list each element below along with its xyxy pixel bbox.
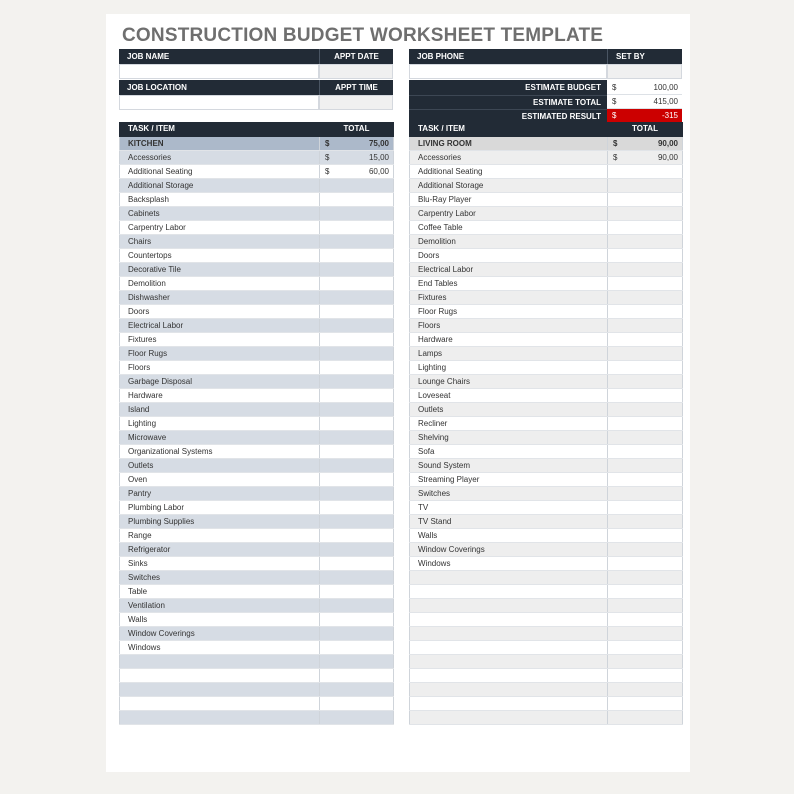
table-row: [120, 262, 394, 276]
task-item-cell[interactable]: Hardware: [410, 332, 608, 346]
job-name-input[interactable]: [119, 64, 319, 79]
total-cell[interactable]: [320, 374, 394, 388]
category-total[interactable]: [608, 136, 683, 150]
table-row: [410, 556, 683, 570]
task-item-cell[interactable]: Window Coverings: [410, 542, 608, 556]
total-cell[interactable]: [608, 710, 683, 724]
table-row: [120, 500, 394, 514]
table-row: [410, 234, 683, 248]
table-row: [120, 248, 394, 262]
task-item-cell[interactable]: [410, 710, 608, 724]
set-by-label: SET BY: [607, 49, 682, 64]
table-row: [120, 710, 394, 724]
category-total[interactable]: [320, 136, 394, 150]
table-row: [120, 388, 394, 402]
table-row: [120, 290, 394, 304]
total-cell[interactable]: [320, 696, 394, 710]
total-cell[interactable]: [608, 668, 683, 682]
table-row: [120, 374, 394, 388]
total-cell[interactable]: [608, 150, 683, 164]
task-item-cell[interactable]: Coffee Table: [410, 220, 608, 234]
task-item-cell[interactable]: Streaming Player: [410, 472, 608, 486]
task-item-cell[interactable]: [410, 598, 608, 612]
total-cell[interactable]: [608, 640, 683, 654]
table-row: [410, 346, 683, 360]
table-row: [120, 472, 394, 486]
estimated-result-label: ESTIMATED RESULT: [409, 109, 607, 123]
total-amount: 90,00: [657, 152, 678, 162]
table-row: [120, 458, 394, 472]
total-cell[interactable]: [320, 164, 394, 178]
task-item-cell[interactable]: Organizational Systems: [120, 444, 320, 458]
table-row: [120, 192, 394, 206]
total-cell[interactable]: [608, 164, 683, 178]
category-row: [410, 136, 683, 150]
table-row: [120, 486, 394, 500]
currency-symbol: $: [325, 152, 330, 162]
total-cell[interactable]: [320, 556, 394, 570]
task-item-cell[interactable]: [410, 584, 608, 598]
total-cell[interactable]: [608, 262, 683, 276]
table-row: [410, 206, 683, 220]
table-row: [120, 528, 394, 542]
task-item-cell[interactable]: [410, 626, 608, 640]
task-item-cell[interactable]: Floors: [120, 360, 320, 374]
task-item-cell[interactable]: Fixtures: [410, 290, 608, 304]
total-header: TOTAL: [320, 122, 394, 136]
total-cell[interactable]: [608, 416, 683, 430]
total-cell[interactable]: [608, 318, 683, 332]
total-cell[interactable]: [608, 430, 683, 444]
task-item-cell[interactable]: [410, 612, 608, 626]
table-row: [120, 276, 394, 290]
job-location-input[interactable]: [119, 95, 319, 110]
total-cell[interactable]: [608, 248, 683, 262]
table-row: [120, 514, 394, 528]
task-item-cell[interactable]: Fixtures: [120, 332, 320, 346]
table-row: [120, 206, 394, 220]
total-cell[interactable]: [320, 276, 394, 290]
task-item-cell[interactable]: Range: [120, 528, 320, 542]
table-row: [410, 220, 683, 234]
table-row: [120, 332, 394, 346]
total-cell[interactable]: [608, 374, 683, 388]
total-cell[interactable]: [608, 192, 683, 206]
task-item-header: TASK / ITEM: [410, 122, 608, 136]
table-row: [120, 626, 394, 640]
total-cell[interactable]: [320, 612, 394, 626]
job-location-label: JOB LOCATION: [119, 80, 319, 95]
task-item-cell[interactable]: [410, 696, 608, 710]
total-header: TOTAL: [608, 122, 683, 136]
total-cell[interactable]: [320, 626, 394, 640]
task-item-cell[interactable]: Lamps: [410, 346, 608, 360]
total-cell[interactable]: [608, 276, 683, 290]
table-row: [410, 332, 683, 346]
task-item-cell[interactable]: Plumbing Labor: [120, 500, 320, 514]
table-row: [120, 416, 394, 430]
total-cell[interactable]: [320, 416, 394, 430]
task-item-cell[interactable]: Outlets: [410, 402, 608, 416]
task-item-cell[interactable]: [120, 682, 320, 696]
table-row: [410, 318, 683, 332]
job-name-label: JOB NAME: [119, 49, 319, 64]
total-cell[interactable]: [608, 598, 683, 612]
total-cell[interactable]: [608, 556, 683, 570]
estimate-total-amount: 415,00: [653, 97, 678, 106]
table-row: [410, 262, 683, 276]
total-cell[interactable]: [320, 402, 394, 416]
estimate-total-value: [607, 95, 682, 109]
category-total-amount: 75,00: [368, 138, 389, 148]
table-row: [120, 220, 394, 234]
total-cell[interactable]: [320, 360, 394, 374]
total-cell[interactable]: [320, 332, 394, 346]
table-row: [410, 290, 683, 304]
task-item-cell[interactable]: [410, 668, 608, 682]
category-total-amount: 90,00: [657, 138, 678, 148]
task-item-cell[interactable]: Accessories: [410, 150, 608, 164]
total-amount: 60,00: [368, 166, 389, 176]
appt-time-input[interactable]: [319, 95, 393, 110]
table-row: [120, 178, 394, 192]
total-cell[interactable]: [320, 234, 394, 248]
table-row: [410, 402, 683, 416]
total-cell[interactable]: [608, 654, 683, 668]
total-cell[interactable]: [320, 318, 394, 332]
total-cell[interactable]: [320, 654, 394, 668]
task-item-cell[interactable]: Floor Rugs: [410, 304, 608, 318]
table-row: [410, 682, 683, 696]
task-item-cell[interactable]: [120, 696, 320, 710]
table-row: [120, 654, 394, 668]
task-item-cell[interactable]: Island: [120, 402, 320, 416]
total-cell[interactable]: [320, 584, 394, 598]
task-item-cell[interactable]: Loveseat: [410, 388, 608, 402]
task-item-cell[interactable]: End Tables: [410, 276, 608, 290]
total-cell[interactable]: [320, 486, 394, 500]
total-cell[interactable]: [608, 612, 683, 626]
table-row: [410, 654, 683, 668]
task-item-cell[interactable]: Lounge Chairs: [410, 374, 608, 388]
task-item-cell[interactable]: Dishwasher: [120, 290, 320, 304]
task-item-cell[interactable]: TV Stand: [410, 514, 608, 528]
table-row: [410, 374, 683, 388]
table-row: [410, 248, 683, 262]
page-title: CONSTRUCTION BUDGET WORKSHEET TEMPLATE: [122, 25, 604, 46]
table-row: [120, 346, 394, 360]
total-cell[interactable]: [608, 514, 683, 528]
living-room-table: [409, 122, 683, 725]
table-row: [410, 472, 683, 486]
job-phone-label: JOB PHONE: [409, 49, 607, 64]
table-row: [410, 584, 683, 598]
total-cell[interactable]: [320, 430, 394, 444]
category-label: KITCHEN: [120, 136, 320, 150]
estimate-budget-value: [607, 80, 682, 95]
total-cell[interactable]: [608, 360, 683, 374]
total-cell[interactable]: [608, 444, 683, 458]
task-item-cell[interactable]: Demolition: [410, 234, 608, 248]
total-cell[interactable]: [608, 346, 683, 360]
total-cell[interactable]: [320, 668, 394, 682]
total-cell[interactable]: [320, 710, 394, 724]
estimated-result-value: [607, 109, 682, 123]
task-item-cell[interactable]: Shelving: [410, 430, 608, 444]
task-item-cell[interactable]: Doors: [410, 248, 608, 262]
task-item-cell[interactable]: Countertops: [120, 248, 320, 262]
kitchen-table: [119, 122, 394, 725]
task-item-cell[interactable]: Additional Storage: [120, 178, 320, 192]
job-phone-input[interactable]: [409, 64, 607, 79]
total-cell[interactable]: [320, 500, 394, 514]
table-row: [410, 192, 683, 206]
currency-symbol: $: [613, 138, 618, 148]
total-cell[interactable]: [608, 486, 683, 500]
task-item-cell[interactable]: Walls: [410, 528, 608, 542]
total-cell[interactable]: [320, 206, 394, 220]
total-cell[interactable]: [608, 528, 683, 542]
appt-date-input[interactable]: [319, 64, 393, 79]
table-row: [410, 542, 683, 556]
task-item-cell[interactable]: [410, 640, 608, 654]
estimate-budget-amount: 100,00: [653, 82, 678, 92]
total-cell[interactable]: [608, 458, 683, 472]
total-cell[interactable]: [608, 304, 683, 318]
task-item-cell[interactable]: [120, 710, 320, 724]
appt-time-label: APPT TIME: [319, 80, 393, 95]
table-row: [120, 696, 394, 710]
table-row: [410, 612, 683, 626]
table-row: [120, 570, 394, 584]
task-item-cell[interactable]: [120, 668, 320, 682]
task-item-cell[interactable]: [410, 570, 608, 584]
total-cell[interactable]: [608, 584, 683, 598]
currency-symbol: $: [612, 111, 617, 120]
total-cell[interactable]: [608, 206, 683, 220]
task-item-cell[interactable]: [410, 682, 608, 696]
task-item-cell[interactable]: TV: [410, 500, 608, 514]
total-cell[interactable]: [608, 178, 683, 192]
task-item-cell[interactable]: Switches: [120, 570, 320, 584]
table-row: [410, 486, 683, 500]
total-cell[interactable]: [320, 192, 394, 206]
task-item-cell[interactable]: Doors: [120, 304, 320, 318]
total-cell[interactable]: [608, 626, 683, 640]
task-item-cell[interactable]: Blu-Ray Player: [410, 192, 608, 206]
task-item-cell[interactable]: Outlets: [120, 458, 320, 472]
total-cell[interactable]: [320, 290, 394, 304]
task-item-cell[interactable]: Carpentry Labor: [410, 206, 608, 220]
table-row: [120, 612, 394, 626]
table-row: [410, 668, 683, 682]
task-item-cell[interactable]: Carpentry Labor: [120, 220, 320, 234]
total-cell[interactable]: [320, 570, 394, 584]
table-row: [410, 710, 683, 724]
total-cell[interactable]: [608, 332, 683, 346]
table-row: [120, 444, 394, 458]
table-row: [120, 318, 394, 332]
table-row: [410, 430, 683, 444]
total-cell[interactable]: [320, 598, 394, 612]
currency-symbol: $: [612, 82, 617, 92]
currency-symbol: $: [325, 138, 330, 148]
table-row: [410, 500, 683, 514]
currency-symbol: $: [613, 152, 618, 162]
table-row: [120, 164, 394, 178]
table-row: [410, 570, 683, 584]
table-row: [410, 458, 683, 472]
task-item-cell[interactable]: Decorative Tile: [120, 262, 320, 276]
table-row: [410, 696, 683, 710]
total-cell[interactable]: [320, 248, 394, 262]
currency-symbol: $: [612, 97, 617, 106]
category-row: [120, 136, 394, 150]
task-item-header: TASK / ITEM: [120, 122, 320, 136]
task-item-cell[interactable]: Window Coverings: [120, 626, 320, 640]
task-item-cell[interactable]: Floors: [410, 318, 608, 332]
task-item-cell[interactable]: [120, 654, 320, 668]
table-row: [120, 304, 394, 318]
total-cell[interactable]: [608, 234, 683, 248]
table-row: [410, 598, 683, 612]
total-cell[interactable]: [608, 402, 683, 416]
task-item-cell[interactable]: Microwave: [120, 430, 320, 444]
table-row: [410, 388, 683, 402]
table-row: [410, 514, 683, 528]
task-item-cell[interactable]: Cabinets: [120, 206, 320, 220]
total-cell[interactable]: [320, 220, 394, 234]
total-cell[interactable]: [320, 472, 394, 486]
task-item-cell[interactable]: Chairs: [120, 234, 320, 248]
task-item-cell[interactable]: Additional Seating: [120, 164, 320, 178]
appt-date-label: APPT DATE: [319, 49, 393, 64]
task-item-cell[interactable]: Electrical Labor: [120, 318, 320, 332]
total-cell[interactable]: [320, 150, 394, 164]
total-cell[interactable]: [608, 388, 683, 402]
table-row: [120, 234, 394, 248]
table-row: [410, 150, 683, 164]
table-row: [410, 304, 683, 318]
total-cell[interactable]: [608, 682, 683, 696]
total-cell[interactable]: [608, 220, 683, 234]
currency-symbol: $: [325, 166, 330, 176]
worksheet-page: [106, 14, 690, 772]
task-item-cell[interactable]: Windows: [410, 556, 608, 570]
total-amount: 15,00: [368, 152, 389, 162]
task-item-cell[interactable]: Plumbing Supplies: [120, 514, 320, 528]
task-item-cell[interactable]: Ventilation: [120, 598, 320, 612]
task-item-cell[interactable]: Additional Storage: [410, 178, 608, 192]
total-cell[interactable]: [320, 514, 394, 528]
task-item-cell[interactable]: Sinks: [120, 556, 320, 570]
task-item-cell[interactable]: Lighting: [410, 360, 608, 374]
estimated-result-amount: -315: [661, 111, 678, 120]
table-row: [120, 430, 394, 444]
total-cell[interactable]: [608, 472, 683, 486]
total-cell[interactable]: [320, 304, 394, 318]
task-item-cell[interactable]: Accessories: [120, 150, 320, 164]
table-row: [120, 668, 394, 682]
task-item-cell[interactable]: Demolition: [120, 276, 320, 290]
table-row: [410, 444, 683, 458]
task-item-cell[interactable]: Additional Seating: [410, 164, 608, 178]
task-item-cell[interactable]: Floor Rugs: [120, 346, 320, 360]
table-row: [410, 416, 683, 430]
table-row: [120, 542, 394, 556]
table-row: [410, 640, 683, 654]
total-cell[interactable]: [320, 178, 394, 192]
task-item-cell[interactable]: Switches: [410, 486, 608, 500]
table-row: [410, 276, 683, 290]
table-row: [410, 626, 683, 640]
total-cell[interactable]: [608, 696, 683, 710]
set-by-input[interactable]: [607, 64, 682, 79]
task-item-cell[interactable]: Hardware: [120, 388, 320, 402]
total-cell[interactable]: [320, 640, 394, 654]
task-item-cell[interactable]: Lighting: [120, 416, 320, 430]
category-label: LIVING ROOM: [410, 136, 608, 150]
total-cell[interactable]: [320, 458, 394, 472]
total-cell[interactable]: [320, 444, 394, 458]
total-cell[interactable]: [320, 262, 394, 276]
table-row: [410, 360, 683, 374]
table-header-row: [120, 122, 394, 136]
task-item-cell[interactable]: Walls: [120, 612, 320, 626]
task-item-cell[interactable]: Windows: [120, 640, 320, 654]
table-row: [120, 402, 394, 416]
task-item-cell[interactable]: Oven: [120, 472, 320, 486]
table-row: [410, 164, 683, 178]
total-cell[interactable]: [320, 388, 394, 402]
task-item-cell[interactable]: Garbage Disposal: [120, 374, 320, 388]
table-row: [120, 360, 394, 374]
task-item-cell[interactable]: [410, 654, 608, 668]
task-item-cell[interactable]: Table: [120, 584, 320, 598]
table-row: [120, 598, 394, 612]
task-item-cell[interactable]: Refrigerator: [120, 542, 320, 556]
total-cell[interactable]: [320, 528, 394, 542]
total-cell[interactable]: [608, 500, 683, 514]
task-item-cell[interactable]: Sound System: [410, 458, 608, 472]
total-cell[interactable]: [320, 346, 394, 360]
total-cell[interactable]: [608, 570, 683, 584]
total-cell[interactable]: [608, 290, 683, 304]
table-row: [120, 682, 394, 696]
table-row: [410, 528, 683, 542]
task-item-cell[interactable]: Sofa: [410, 444, 608, 458]
table-row: [120, 150, 394, 164]
total-cell[interactable]: [320, 542, 394, 556]
estimate-budget-label: ESTIMATE BUDGET: [409, 80, 607, 95]
table-row: [120, 640, 394, 654]
total-cell[interactable]: [608, 542, 683, 556]
task-item-cell[interactable]: Electrical Labor: [410, 262, 608, 276]
total-cell[interactable]: [320, 682, 394, 696]
table-row: [120, 556, 394, 570]
table-row: [410, 178, 683, 192]
estimate-total-label: ESTIMATE TOTAL: [409, 95, 607, 109]
task-item-cell[interactable]: Pantry: [120, 486, 320, 500]
table-row: [120, 584, 394, 598]
table-header-row: [410, 122, 683, 136]
task-item-cell[interactable]: Recliner: [410, 416, 608, 430]
task-item-cell[interactable]: Backsplash: [120, 192, 320, 206]
